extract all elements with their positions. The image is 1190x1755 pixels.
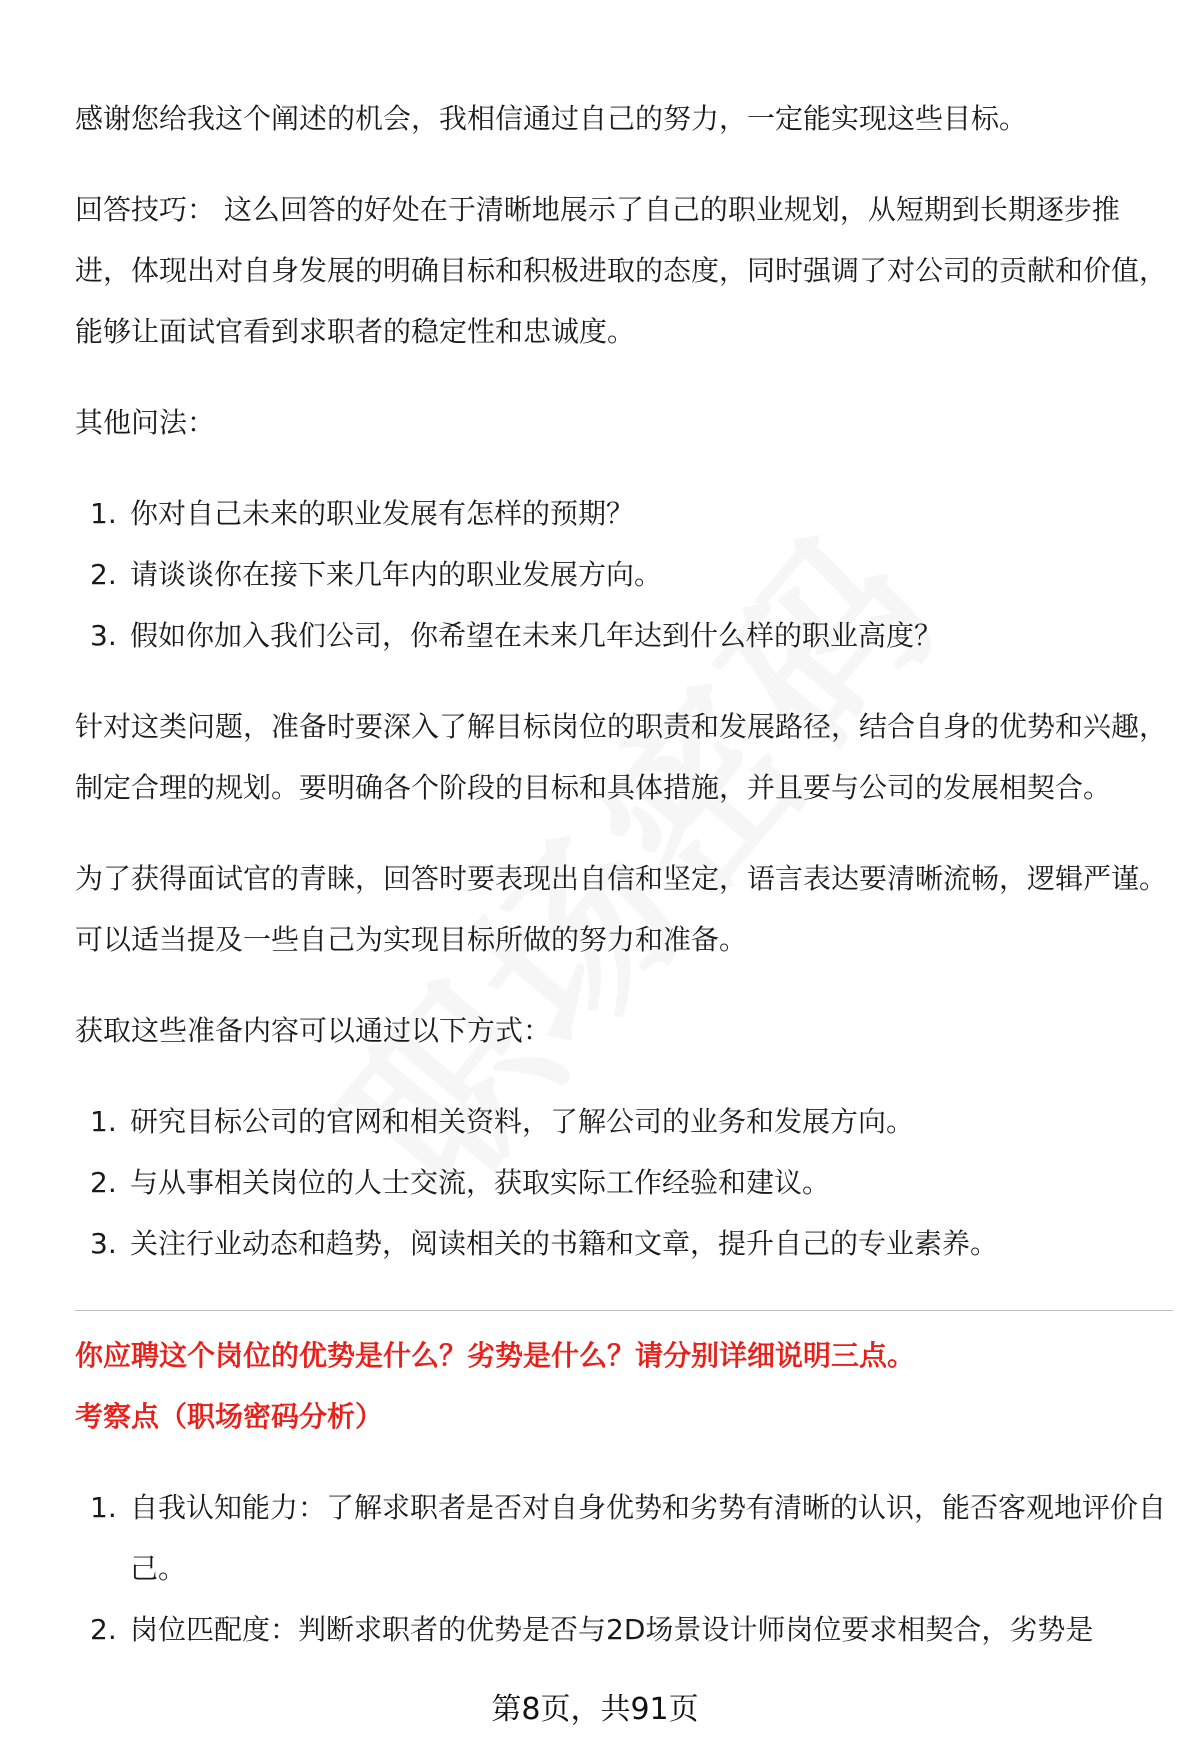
methods-list xyxy=(75,1091,1175,1274)
list-item xyxy=(75,483,1175,544)
question-title: 你应聘这个岗位的优势是什么？劣势是什么？请分别详细说明三点。 xyxy=(75,1339,916,1372)
list-text: 与从事相关岗位的人士交流，获取实际工作经验和建议。 xyxy=(130,1166,831,1199)
other-questions-heading: 其他问法： xyxy=(75,406,216,439)
list-text: 研究目标公司的官网和相关资料，了解公司的业务和发展方向。 xyxy=(130,1105,915,1138)
list-text: 自我认知能力：了解求职者是否对自身优势和劣势有清晰的认识，能否客观地评价自己。 xyxy=(130,1491,1167,1585)
assessment-list xyxy=(75,1477,1175,1660)
list-text: 请谈谈你在接下来几年内的职业发展方向。 xyxy=(130,558,663,591)
list-number: 3. xyxy=(90,1227,117,1260)
impress-paragraph: 为了获得面试官的青睐，回答时要表现出自信和坚定，语言表达要清晰流畅，逻辑严谨。可以适当提及一些自己为实现目标所做的努力和准备。 xyxy=(75,862,1168,956)
list-number: 3. xyxy=(90,619,117,652)
page-number: 第8页，共91页 xyxy=(491,1692,699,1727)
list-number: 2. xyxy=(90,558,117,591)
list-item xyxy=(75,1599,1175,1660)
list-number: 1. xyxy=(90,497,117,530)
list-text: 岗位匹配度：判断求职者的优势是否与2D场景设计师岗位要求相契合，劣势是 xyxy=(130,1613,1094,1646)
list-item xyxy=(75,1213,1175,1274)
tip-paragraph: 回答技巧： 这么回答的好处在于清晰地展示了自己的职业规划，从短期到长期逐步推进，体现出对自身发展的明确目标和积极进取的态度，同时强调了对公司的贡献和价值，能够让面试官看到求职者的稳定性和忠诚度。 xyxy=(75,193,1168,348)
list-number: 1. xyxy=(90,1105,117,1138)
question-subtitle: 考察点（职场密码分析） xyxy=(75,1400,384,1433)
prep-paragraph: 针对这类问题，准备时要深入了解目标岗位的职责和发展路径，结合自身的优势和兴趣，制定合理的规划。要明确各个阶段的目标和具体措施，并且要与公司的发展相契合。 xyxy=(75,710,1168,804)
list-item xyxy=(75,1477,1175,1599)
list-text: 假如你加入我们公司，你希望在未来几年达到什么样的职业高度？ xyxy=(130,619,943,652)
list-text: 关注行业动态和趋势，阅读相关的书籍和文章，提升自己的专业素养。 xyxy=(130,1227,999,1260)
methods-heading: 获取这些准备内容可以通过以下方式： xyxy=(75,1014,552,1047)
list-number: 2. xyxy=(90,1613,117,1646)
list-item xyxy=(75,1152,1175,1213)
other-questions-list xyxy=(75,483,1175,666)
document-body xyxy=(75,88,1175,1660)
list-item xyxy=(75,605,1175,666)
list-text: 你对自己未来的职业发展有怎样的预期？ xyxy=(130,497,635,530)
list-item xyxy=(75,1091,1175,1152)
list-item xyxy=(75,544,1175,605)
list-number: 1. xyxy=(90,1491,117,1524)
section-divider xyxy=(75,1310,1173,1311)
intro-line: 感谢您给我这个阐述的机会，我相信通过自己的努力，一定能实现这些目标。 xyxy=(75,102,1028,135)
list-number: 2. xyxy=(90,1166,117,1199)
